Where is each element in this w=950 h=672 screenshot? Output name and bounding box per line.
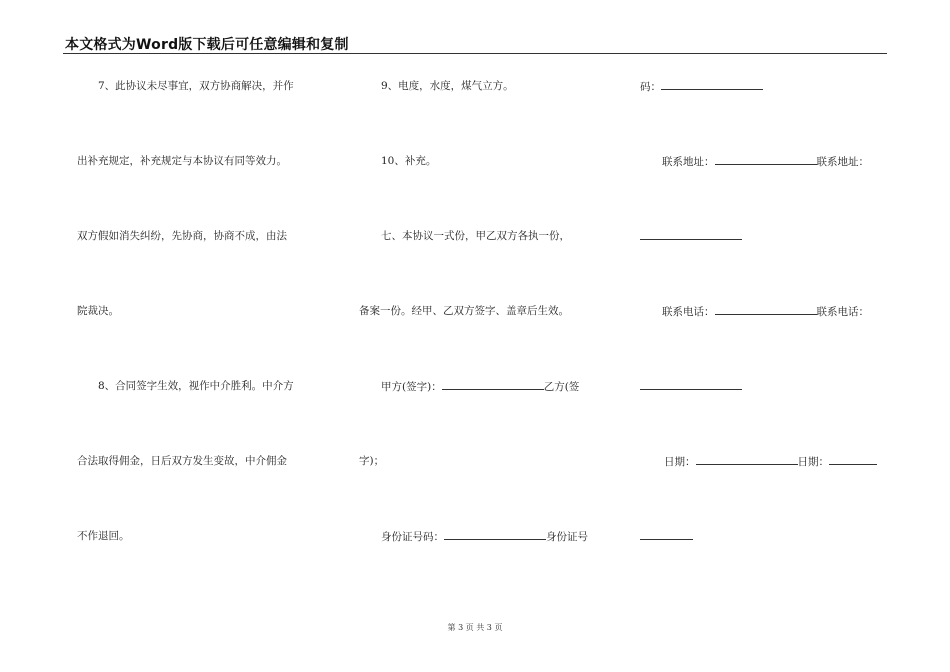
- address-blank-b[interactable]: [640, 229, 742, 240]
- col3-line-3: [640, 229, 742, 244]
- header-divider: [63, 53, 887, 54]
- col2-line-2: 10、补充。: [381, 155, 437, 167]
- party-b-sign-label: 乙方(签: [543, 381, 580, 393]
- col1-line-3: 双方假如消失纠纷，先协商，协商不成，由法: [77, 230, 287, 242]
- address-label-b: 联系地址：: [816, 156, 869, 168]
- col1-line-1: 7、此协议未尽事宜，双方协商解决，并作: [98, 80, 294, 92]
- page-number-footer: 第 3 页 共 3 页: [447, 623, 503, 632]
- col3-line-4: [662, 304, 869, 319]
- id-number-blank[interactable]: [444, 529, 546, 540]
- col1-line-2: 出补充规定，补充规定与本协议有同等效力。: [77, 155, 287, 167]
- col1-line-7: 不作退回。: [77, 530, 130, 542]
- col1-line-4: 院裁决。: [77, 305, 119, 317]
- date-blank-a[interactable]: [696, 454, 798, 465]
- id-number-blank-2[interactable]: [640, 529, 693, 540]
- date-label-a: 日期：: [664, 456, 696, 468]
- phone-label-b: 联系电话：: [816, 306, 869, 318]
- col3-line-6: [664, 454, 877, 469]
- date-blank-b[interactable]: [829, 454, 877, 465]
- col3-line-7: [640, 529, 693, 544]
- col3-line-2: [662, 154, 869, 169]
- date-label-b: 日期：: [797, 456, 829, 468]
- address-blank-a[interactable]: [715, 154, 817, 165]
- document-header-title: 本文格式为Word版下载后可任意编辑和复制: [65, 37, 349, 53]
- col2-line-5: [381, 379, 579, 394]
- col3-line-5: [640, 379, 742, 394]
- col2-line-3: 七、本协议一式份，甲乙双方各执一份，: [381, 230, 570, 242]
- party-a-sign-label: 甲方(签字)：: [381, 381, 442, 393]
- col2-line-1: 9、电度，水度，煤气立方。: [381, 80, 514, 92]
- col2-line-6: 字)；: [359, 455, 385, 467]
- phone-blank-b[interactable]: [640, 379, 742, 390]
- col2-line-7: [381, 529, 588, 544]
- party-a-sign-blank[interactable]: [442, 379, 544, 390]
- col3-line-1: [640, 79, 763, 94]
- phone-blank-a[interactable]: [715, 304, 817, 315]
- id-number-label-2: 身份证号: [546, 531, 588, 543]
- col1-line-5: 8、合同签字生效，视作中介胜利。中介方: [98, 380, 294, 392]
- id-code-blank[interactable]: [661, 79, 763, 90]
- col1-line-6: 合法取得佣金，日后双方发生变故，中介佣金: [77, 455, 287, 467]
- address-label-a: 联系地址：: [662, 156, 715, 168]
- id-number-label: 身份证号码：: [381, 531, 444, 543]
- col2-line-4: 备案一份。经甲、乙双方签字、盖章后生效。: [359, 305, 569, 317]
- phone-label-a: 联系电话：: [662, 306, 715, 318]
- id-code-label: 码：: [640, 81, 661, 93]
